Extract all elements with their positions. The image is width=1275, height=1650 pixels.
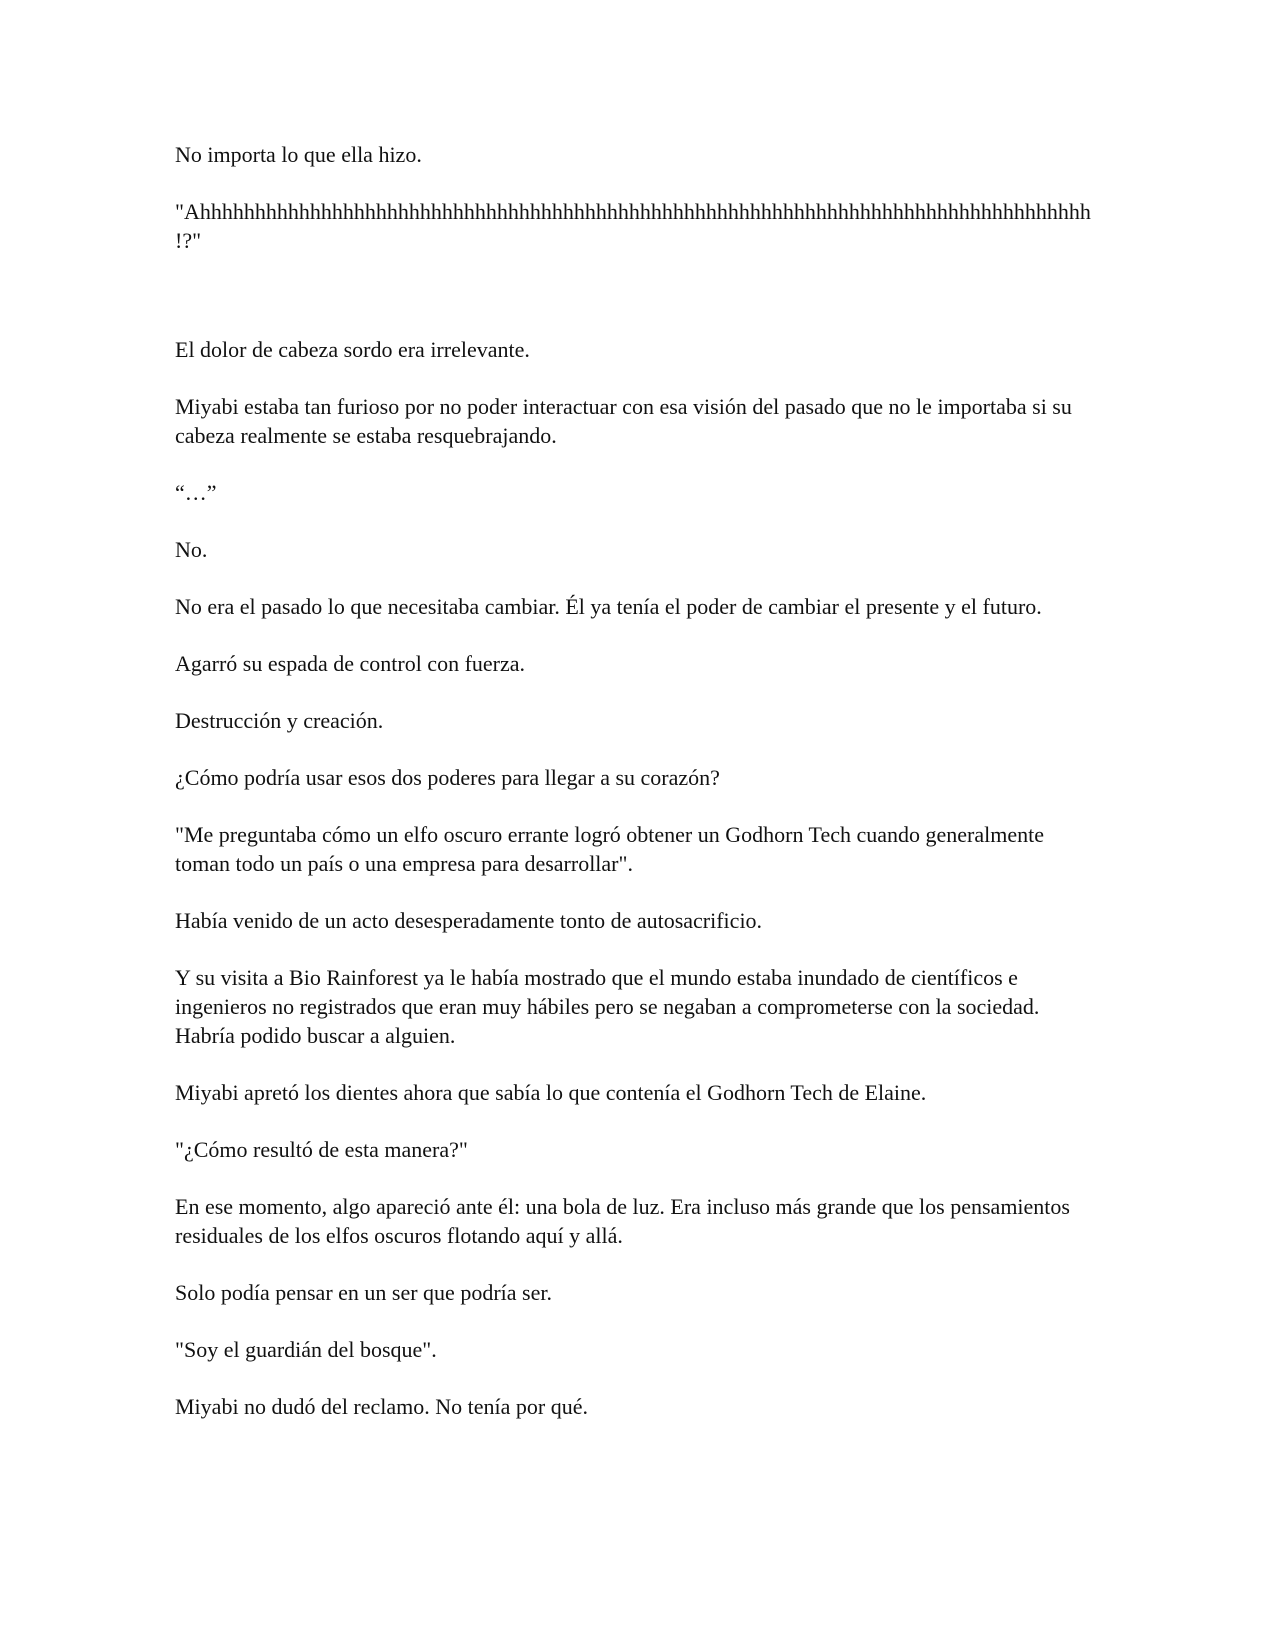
- paragraph: En ese momento, algo apareció ante él: una bola de luz. Era incluso más grande que los pensamientos residuales de los elfos oscuros flotando aquí y allá.: [175, 1194, 1070, 1248]
- paragraph: Miyabi no dudó del reclamo. No tenía por qué.: [175, 1394, 589, 1419]
- paragraph: "¿Cómo resultó de esta manera?": [175, 1137, 468, 1162]
- paragraph: No.: [175, 537, 208, 562]
- paragraph: Destrucción y creación.: [175, 708, 384, 733]
- paragraph: "Me preguntaba cómo un elfo oscuro errante logró obtener un Godhorn Tech cuando generalmente toman todo un país o una empresa para desarrollar".: [175, 822, 1044, 876]
- paragraph: Miyabi apretó los dientes ahora que sabía lo que contenía el Godhorn Tech de Elaine.: [175, 1080, 927, 1105]
- paragraph: “…”: [175, 480, 217, 505]
- paragraph: "Ahhhhhhhhhhhhhhhhhhhhhhhhhhhhhhhhhhhhhhhhhhhhhhhhhhhhhhhhhhhhhhhhhhhhhhhhhhhhhhhhh!?": [175, 199, 1091, 253]
- paragraph: Y su visita a Bio Rainforest ya le había mostrado que el mundo estaba inundado de científicos e ingenieros no registrados que eran muy hábiles pero se negaban a comprometerse con la sociedad. Habría podido buscar a alguien.: [175, 965, 1040, 1048]
- paragraph: El dolor de cabeza sordo era irrelevante.: [175, 337, 530, 362]
- paragraph: No importa lo que ella hizo.: [175, 142, 422, 167]
- paragraph: ¿Cómo podría usar esos dos poderes para llegar a su corazón?: [175, 765, 720, 790]
- section-break: [175, 283, 1095, 335]
- paragraph: Solo podía pensar en un ser que podría ser.: [175, 1280, 552, 1305]
- paragraph: No era el pasado lo que necesitaba cambiar. Él ya tenía el poder de cambiar el presente y el futuro.: [175, 594, 1042, 619]
- paragraph: Miyabi estaba tan furioso por no poder interactuar con esa visión del pasado que no le importaba si su cabeza realmente se estaba resquebrajando.: [175, 394, 1072, 448]
- paragraph: "Soy el guardián del bosque".: [175, 1337, 437, 1362]
- paragraph: Agarró su espada de control con fuerza.: [175, 651, 526, 676]
- document-body: [175, 140, 1095, 1449]
- paragraph: Había venido de un acto desesperadamente tonto de autosacrificio.: [175, 908, 763, 933]
